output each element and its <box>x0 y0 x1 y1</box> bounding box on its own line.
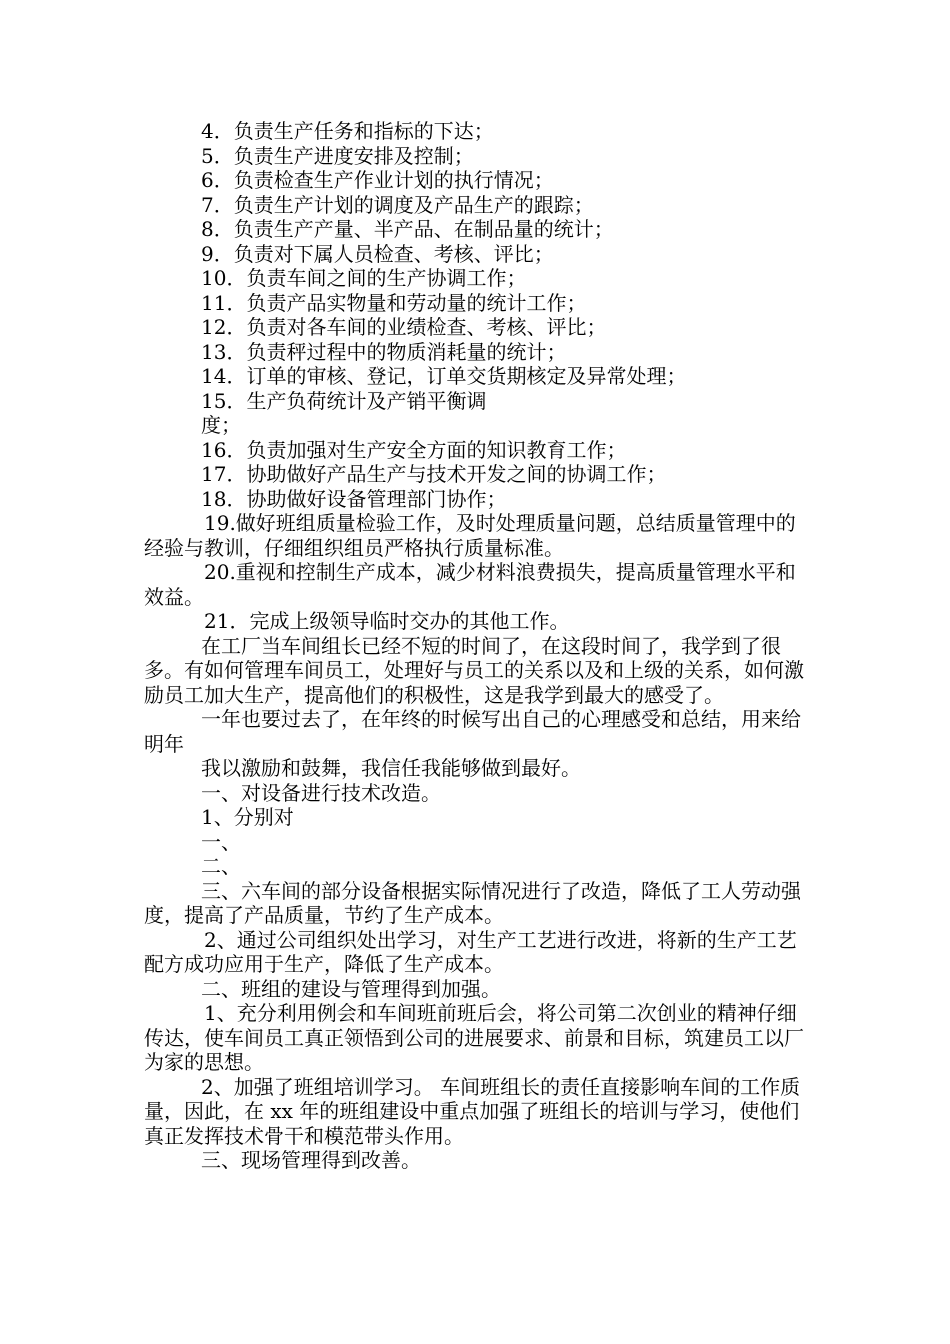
list-item: 11．负责产品实物量和劳动量的统计工作； <box>201 290 587 315</box>
list-item: 14．订单的审核、登记，订单交货期核定及异常处理； <box>201 364 687 388</box>
paragraph: 一年也要过去了，在年终的时候写出自己的心理感受和总结，用来给明年 <box>144 707 801 756</box>
paragraph: 19.做好班组质量检验工作，及时处理质量问题，总结质量管理中的经验与教训，仔细组织组员严格执行质量标准。 <box>144 511 796 560</box>
list-item: 15．生产负荷统计及产销平衡调 <box>201 388 487 413</box>
section-heading: 三、现场管理得到改善。 <box>201 1148 421 1172</box>
list-item: 7．负责生产计划的调度及产品生产的跟踪； <box>201 192 594 217</box>
list-item: 9．负责对下属人员检查、考核、评比； <box>201 241 554 266</box>
document-body <box>144 119 814 1173</box>
paragraph: 21．完成上级领导临时交办的其他工作。 <box>204 609 570 633</box>
paragraph: 一、 <box>201 829 241 854</box>
paragraph: 20.重视和控制生产成本，减少材料浪费损失，提高质量管理水平和效益。 <box>144 560 796 609</box>
section-heading: 二、班组的建设与管理得到加强。 <box>201 976 501 1001</box>
list-item: 17．协助做好产品生产与技术开发之间的协调工作； <box>201 462 667 486</box>
paragraph: 我以激励和鼓舞，我信任我能够做到最好。 <box>201 756 581 780</box>
paragraph: 在工厂当车间组长已经不短的时间了，在这段时间了，我学到了很多。有如何管理车间员工，处理好与员工的关系以及和上级的关系，如何激励员工加大生产，提高他们的积极性，这是我学到最大的感受了。 <box>144 633 804 707</box>
list-item: 6．负责检查生产作业计划的执行情况； <box>201 168 554 192</box>
list-item: 13．负责秤过程中的物质消耗量的统计； <box>201 339 567 364</box>
paragraph: 1、分别对 <box>201 805 294 829</box>
paragraph: 2、加强了班组培训学习。 车间班组长的责任直接影响车间的工作质量，因此，在 xx 年的班组建设中重点加强了班组长的培训与学习，使他们真正发挥技术骨干和模范带头作用。 <box>144 1074 801 1148</box>
list-item: 16．负责加强对生产安全方面的知识教育工作； <box>201 437 627 462</box>
list-item: 18．协助做好设备管理部门协作； <box>201 486 507 511</box>
list-item: 4．负责生产任务和指标的下达； <box>201 119 494 143</box>
list-item: 12．负责对各车间的业绩检查、考核、评比； <box>201 315 607 339</box>
list-item: 度； <box>201 413 241 437</box>
list-item: 10．负责车间之间的生产协调工作； <box>201 266 527 290</box>
paragraph: 2、通过公司组织处出学习，对生产工艺进行改进，将新的生产工艺配方成功应用于生产，降低了生产成本。 <box>144 927 797 976</box>
paragraph: 1、充分利用例会和车间班前班后会，将公司第二次创业的精神仔细传达，使车间员工真正领悟到公司的进展要求、前景和目标，筑建员工以厂为家的思想。 <box>144 1001 804 1074</box>
paragraph: 三、六车间的部分设备根据实际情况进行了改造，降低了工人劳动强度，提高了产品质量，节约了生产成本。 <box>144 878 801 927</box>
list-item: 5．负责生产进度安排及控制； <box>201 143 474 168</box>
section-heading: 一、对设备进行技术改造。 <box>201 780 441 805</box>
paragraph: 二、 <box>201 854 241 878</box>
list-item: 8．负责生产产量、半产品、在制品量的统计； <box>201 217 614 241</box>
